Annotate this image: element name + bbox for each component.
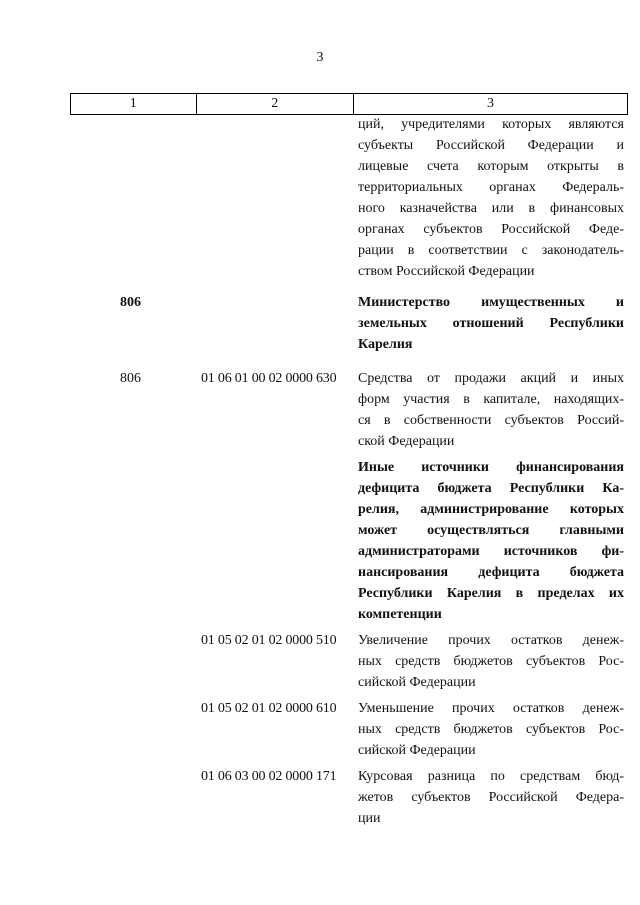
description-line: ных средств бюджетов субъектов Рос-: [358, 654, 624, 669]
row-admin-code: [70, 766, 195, 829]
description-line: субъекты Российской Федерации и: [358, 138, 624, 153]
header-col-1: 1: [71, 94, 197, 114]
description-line: компетенции: [358, 607, 442, 622]
row-admin-code: 806: [120, 371, 141, 386]
table-row: [70, 457, 628, 625]
page-number: 3: [316, 50, 324, 65]
table-row: [70, 698, 628, 761]
description-line: земельных отношений Республики: [358, 316, 624, 331]
description-line: форм участия в капитале, находящих-: [358, 392, 624, 407]
description-line: сийской Федерации: [358, 675, 476, 690]
description-line: ций, учредителями которых являются: [358, 117, 624, 132]
row-source-code: 01 06 01 00 02 0000 630: [201, 371, 337, 386]
description-line: Увеличение прочих остатков денеж-: [358, 633, 624, 648]
description-line: Министерство имущественных и: [358, 295, 624, 310]
table-body: [70, 115, 628, 829]
description-line: Средства от продажи акций и иных: [358, 371, 624, 386]
description-line: ся в собственности субъектов Россий-: [358, 413, 624, 428]
table-row: [70, 368, 628, 452]
header-col-2: 2: [197, 94, 354, 114]
row-description: [352, 368, 624, 452]
description-line: Республики Карелия в пределах их: [358, 586, 624, 601]
description-line: жетов субъектов Российской Федера-: [358, 790, 624, 805]
description-line: нансирования дефицита бюджета: [358, 565, 624, 580]
description-line: может осуществляться главными: [358, 523, 624, 538]
row-admin-code: [70, 457, 195, 625]
description-line: Карелия: [358, 337, 413, 352]
description-line: рации в соответствии с законодатель-: [358, 243, 624, 258]
row-description: [352, 457, 624, 625]
header-col-3: 3: [486, 96, 494, 111]
description-line: Иные источники финансирования: [358, 460, 624, 475]
description-line: ных средств бюджетов субъектов Рос-: [358, 722, 624, 737]
row-source-code: [195, 115, 352, 282]
row-source-code: [195, 292, 352, 355]
table-row: [70, 630, 628, 693]
description-line: лицевые счета которым открыты в: [358, 159, 624, 174]
description-line: Уменьшение прочих остатков денеж-: [358, 701, 624, 716]
description-line: релия, администрирование которых: [358, 502, 624, 517]
description-line: ской Федерации: [358, 434, 455, 449]
row-admin-code: [70, 115, 195, 282]
table-row: [70, 115, 628, 282]
row-source-code: 01 05 02 01 02 0000 610: [201, 701, 337, 716]
description-line: дефицита бюджета Республики Ка-: [358, 481, 624, 496]
description-line: территориальных органах Федераль-: [358, 180, 624, 195]
row-description: [352, 292, 624, 355]
table-header: [70, 93, 628, 115]
admin-table: [70, 93, 628, 829]
row-source-code: [195, 457, 352, 625]
row-description: [352, 766, 624, 829]
table-row: [70, 292, 628, 355]
description-line: ного казначейства или в финансовых: [358, 201, 624, 216]
row-source-code: 01 05 02 01 02 0000 510: [201, 633, 337, 648]
row-description: [352, 698, 624, 761]
row-admin-code: [70, 698, 195, 761]
row-admin-code: 806: [120, 295, 141, 310]
description-line: Курсовая разница по средствам бюд-: [358, 769, 624, 784]
description-line: ции: [358, 811, 381, 826]
row-admin-code: [70, 630, 195, 693]
description-line: ством Российской Федерации: [358, 264, 535, 279]
row-description: [352, 114, 624, 282]
row-source-code: 01 06 03 00 02 0000 171: [201, 769, 337, 784]
description-line: органах субъектов Российской Феде-: [358, 222, 624, 237]
row-description: [352, 630, 624, 693]
description-line: сийской Федерации: [358, 743, 476, 758]
table-row: [70, 766, 628, 829]
description-line: администраторами источников фи-: [358, 544, 624, 559]
